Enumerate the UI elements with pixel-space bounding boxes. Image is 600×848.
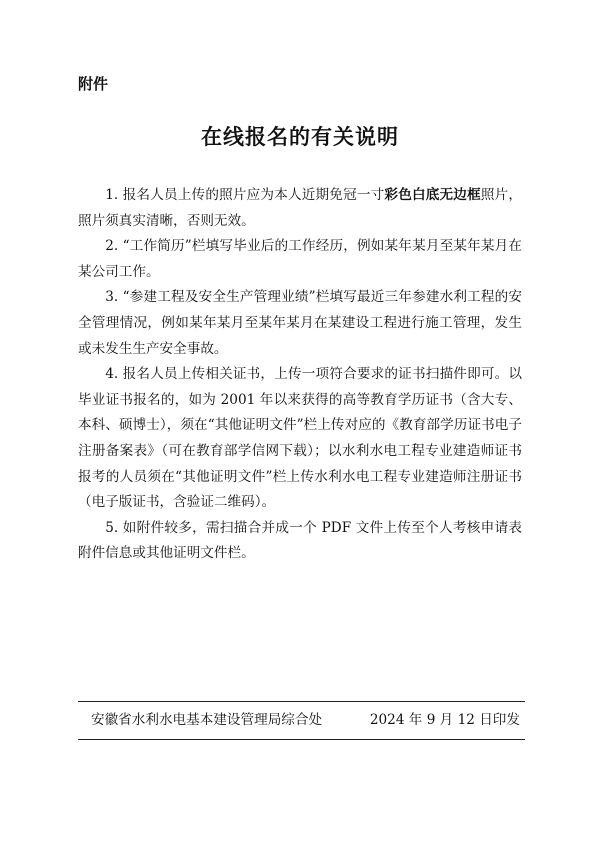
item-1 — [78, 183, 522, 234]
page-title: 在线报名的有关说明 — [201, 125, 399, 149]
attachment-label: 附件 — [78, 75, 109, 93]
footer-rule-top — [78, 701, 525, 702]
footer-organization: 安徽省水利水电基本建设管理局综合处 — [91, 712, 323, 728]
footer-rule-bottom — [78, 739, 525, 740]
item-2: 2. “工作简历”栏填写毕业后的工作经历，例如某年某月至某年某月在某公司工作。 — [78, 238, 522, 280]
footer-date: 2024 年 9 月 12 日印发 — [369, 712, 520, 728]
item-1-emphasis: 彩色白底无边框 — [384, 187, 481, 203]
document-body — [78, 183, 522, 567]
item-3: 3. “参建工程及安全生产管理业绩”栏填写最近三年参建水利工程的安全管理情况，例如某年某月至某年某月在某建设工程进行施工管理，发生或未发生生产安全事故。 — [78, 289, 522, 357]
item-4: 4. 报名人员上传相关证书，上传一项符合要求的证书扫描件即可。以毕业证书报名的，如为 2001 年以来获得的高等教育学历证书（含大专、本科、硕博士），须在“其他证明文件”栏上传对应的《教育部学历证书电子注册备案表》（可在教育部学信网下载）；以水利水电工程专业建造师证书报考的人员须在“其他证明文件”栏上传水利水电工程专业建造师注册证书（电子版证书，含验证二维码）。 — [78, 366, 522, 511]
item-1-text-after: 照片，照片须真实清晰，否则无效。 — [78, 187, 523, 229]
item-1-text-before: 1. 报名人员上传的照片应为本人近期免冠一寸 — [105, 187, 385, 203]
item-5: 5. 如附件较多，需扫描合并成一个 PDF 文件上传至个人考核申请表附件信息或其他证明文件栏。 — [78, 519, 522, 562]
